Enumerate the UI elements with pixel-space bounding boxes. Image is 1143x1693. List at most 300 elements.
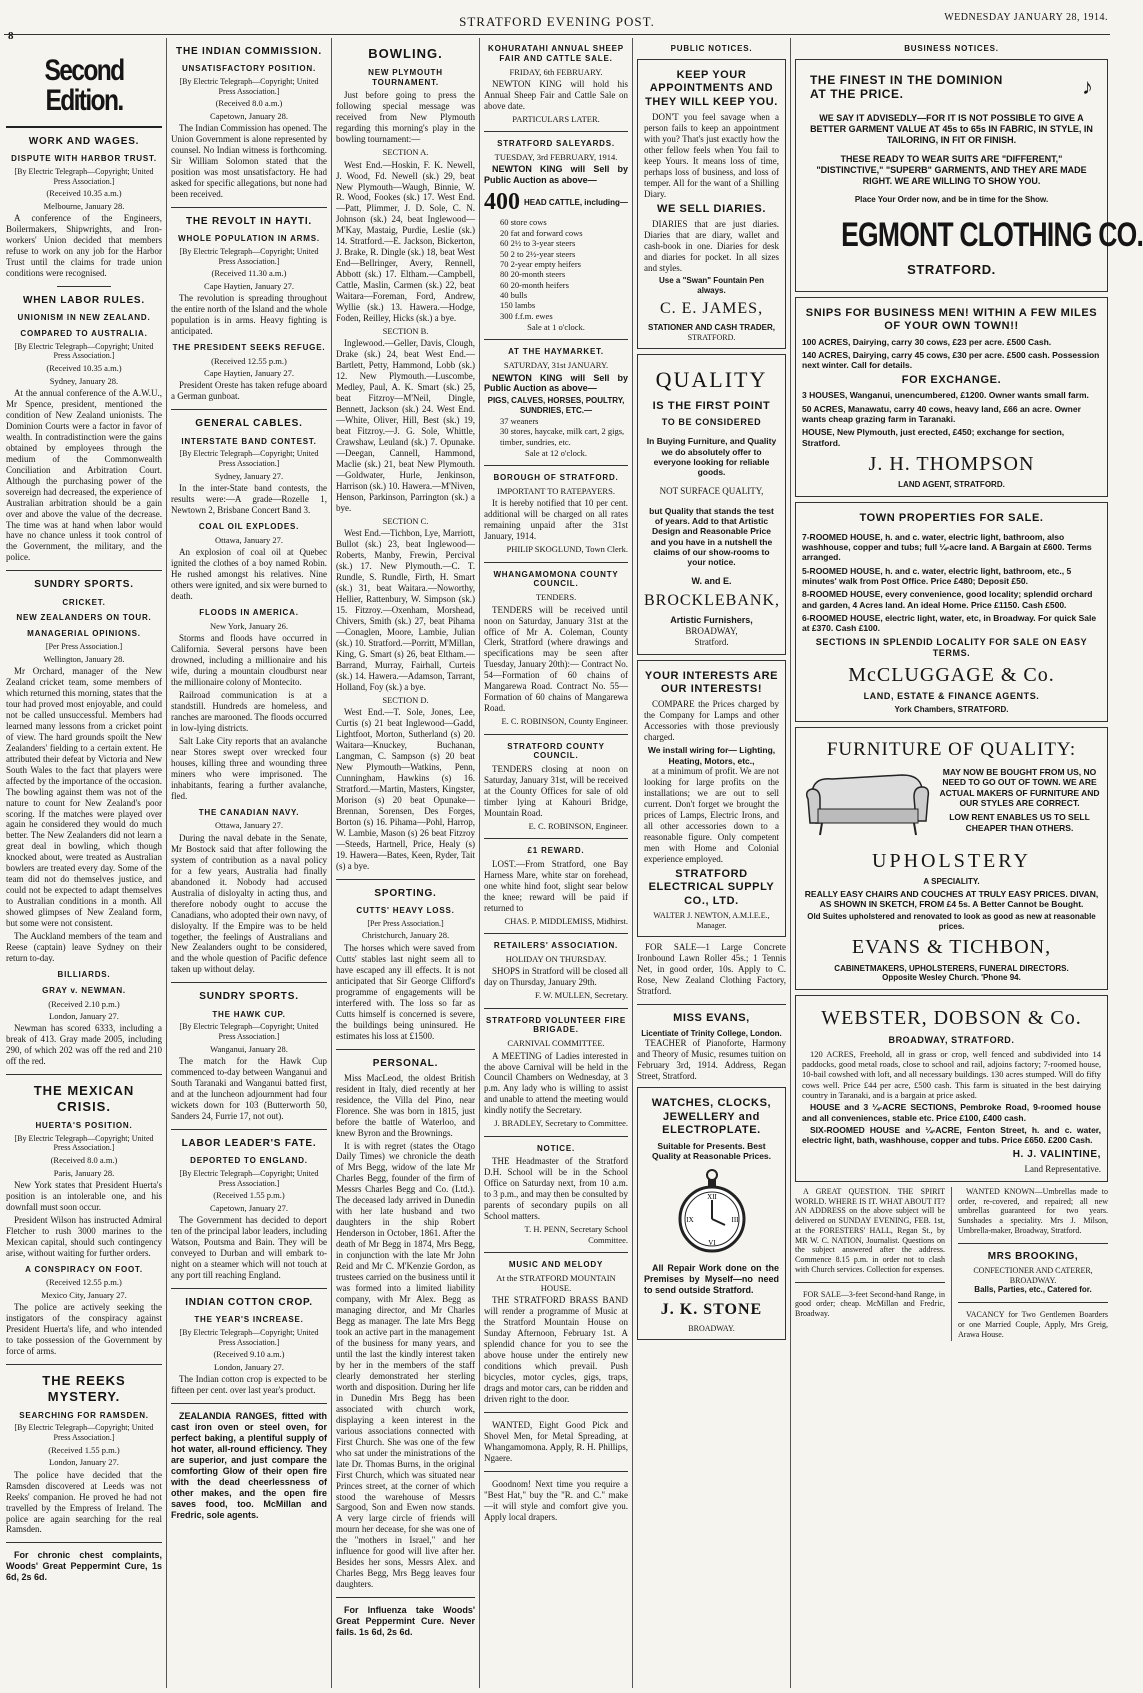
ad-tagline: Use a "Swan" Fountain Pen always.: [659, 275, 764, 295]
article-body: The police have decided that the Ramsden discovered at Leeds was not Reeks' companion. He proved he had not travelled by the Empress of Ireland. The police are again searching for the real Ramsden.: [6, 1469, 162, 1535]
stock-item: 300 f.f.m. ewes: [500, 310, 553, 321]
column-3: [336, 38, 475, 1688]
article-subheading: GRAY v. NEWMAN.: [42, 985, 126, 995]
property-listing: 100 ACRES, Dairying, carry 30 cows, £23 per acre. £500 Cash.: [802, 336, 1052, 347]
divider: [484, 131, 628, 132]
article-body: Miss MacLeod, the oldest British resident in Italy, died recently at her residence, the Villa del Pino, near Florence. She was born in 1815, just before the battle of Waterloo, and knew Byron and the Brownings.: [336, 1072, 475, 1138]
notice-body: WANTED, Eight Good Pick and Shovel Men, for Metal Spreading, at Whangamomona. Apply, R. H. Phillips, Ngaere.: [484, 1420, 628, 1464]
wire-credit: [By Electric Telegraph—Copyright; United Press Association.]: [14, 341, 154, 361]
sale-time: Sale at 12 o'clock.: [525, 448, 587, 459]
article-subheading: COAL OIL EXPLODES.: [198, 522, 300, 532]
dateline: London, January 27.: [49, 1457, 119, 1468]
notice-body: Goodnom! Next time you require a "Best Hat," buy the "R. and C." make—it will style and comfort give you. Apply local drapers.: [484, 1479, 628, 1522]
ad-heading: SNIPS FOR BUSINESS MEN! WITHIN A FEW MILES OF YOUR OWN TOWN!!: [805, 306, 1098, 333]
article-subheading: NEW ZEALANDERS ON TOUR.: [16, 613, 152, 623]
ad-body: DON'T you feel savage when a person fails to keep an appointment with you? That's just exactly how the other fellow feels when You fail to keep Yours. It means loss of time, perhaps loss of business, and loss of temper. All for the want of a Shilling Diary.: [644, 111, 779, 199]
ad-subheading: Suitable for Presents. Best Quality at Reasonable Prices.: [651, 1140, 772, 1161]
wire-credit: [By Electric Telegraph—Copyright; United Press Association.]: [14, 166, 154, 186]
divider: [958, 1243, 1108, 1244]
received-time: (Received 1.55 p.m.): [213, 1190, 285, 1201]
notice-body: NEWTON KING will Sell by Public Auction as above—: [484, 372, 628, 394]
divider: [6, 126, 162, 128]
article-subheading: THE HAWK CUP.: [212, 1009, 286, 1019]
article-body: The match for the Hawk Cup commenced to-day between Wanganui and South Taranaki and Wanganui batted first, and at the luncheon adjournment had four wickets down for 103 (Butterworth 50, Sanders 24, Furrie 17, not out).: [171, 1056, 327, 1122]
advertiser-name: MRS BROOKING,: [987, 1250, 1079, 1262]
article-heading: SUNDRY SPORTS.: [34, 579, 134, 591]
dateline: Sydney, January 28.: [49, 375, 119, 386]
notice-heading: MUSIC AND MELODY: [508, 1260, 604, 1269]
dateline: Wanganui, January 28.: [210, 1043, 288, 1054]
stock-item: 60 20-month heifers: [500, 279, 569, 290]
advertisement: [795, 502, 1108, 722]
advertisement: [795, 995, 1108, 1182]
advertisement: [637, 59, 786, 350]
article-body: An explosion of coal oil at Quebec ignited the clothes of a boy named Robin. He rushed amongst his relatives. Nine others were ignited, and six were burned to death.: [171, 547, 327, 602]
stock-item: 150 lambs: [500, 300, 536, 311]
ad-heading: TOWN PROPERTIES FOR SALE.: [859, 512, 1044, 525]
advertiser-trade: LAND AGENT, STRATFORD.: [898, 480, 1005, 490]
article-subheading: BILLIARDS.: [57, 970, 111, 980]
property-listing: 8-ROOMED HOUSE, every convenience, good locality; splendid orchard and garden, 4 Acres land. An ideal Home. Price £1150. Cash £500.: [802, 589, 1093, 610]
notice-date: SATURDAY, 31st JANUARY.: [503, 360, 609, 371]
article-heading: INDIAN COTTON CROP.: [185, 1296, 313, 1308]
property-listing: 7-ROOMED HOUSE, h. and c. water, electric light, bathroom, also washhouse, copper and tubs; full ¼-acre land. A Bargain at £600. Terms arranged.: [802, 531, 1092, 563]
notice-body: NEWTON KING will Sell by Public Auction as above—: [484, 164, 628, 186]
divider: [336, 879, 475, 880]
ad-body: DIARIES that are just diaries. Diaries that are diary, wallet and cash-book in one. Diaries for desk and diaries for pocket. In all sizes and styles.: [644, 219, 779, 273]
article-subheading: MANAGERIAL OPINIONS.: [27, 629, 141, 639]
article-body: Newman has scored 6333, including a break of 413. Gray made 2005, including 290, of which 202 was off the red and 210 off the red.: [6, 1023, 162, 1067]
stock-item: 80 20-month steers: [500, 269, 566, 280]
ad-heading: FOR EXCHANGE.: [901, 373, 1002, 386]
stock-list: [484, 217, 628, 321]
article-subheading: UNIONISM IN NEW ZEALAND.: [17, 313, 151, 323]
divider: [6, 1364, 162, 1365]
ad-tagline: Place Your Order now, and be in time for the Show.: [854, 194, 1049, 204]
divider: [484, 339, 628, 340]
notice-heading: RETAILERS' ASSOCIATION.: [493, 941, 619, 951]
property-listing: 120 ACRES, Freehold, all in grass or crop, well fenced and subdivided into 14 paddocks, good metal roads, close to school and rail, adjoins factory; 7-roomed house, 10-bail cowshed with loft, and all necessary buildings. 130 acres stumped. Will do fifty cows well. Price £44 per acre, £500 cash. This farm is situated in the best dairying country in Taranaki, and is a bargain at price asked.: [802, 1048, 1101, 1101]
advertiser-trade: CABINETMAKERS, UPHOLSTERERS, FUNERAL DIRECTORS.: [834, 963, 1069, 973]
divider: [484, 838, 628, 839]
article-heading: WORK AND WAGES.: [28, 136, 140, 147]
divider: [484, 933, 628, 934]
signature: PHILIP SKOGLUND, Town Clerk.: [506, 544, 628, 555]
property-listing: HOUSE, New Plymouth, just erected, £450; exchange for section, Stratford.: [802, 427, 1065, 448]
notice-subheading: IMPORTANT TO RATEPAYERS.: [497, 486, 615, 497]
notice-body: THE STRATFORD BRASS BAND will render a programme of Music at the Stratford Mountain House on Sunday Afternoon, February 1st. A splendid chance for you to see the above house under the entirely new conditions which prevail. Push bicycles, motor cycles, gigs, traps, drags and motor cars, can be ridden and driven right to the door.: [484, 1295, 628, 1405]
ad-tagline: Balls, Parties, etc., Catered for.: [974, 1285, 1092, 1295]
section-heading: PUBLIC NOTICES.: [670, 44, 753, 53]
article-heading: SUNDRY SPORTS.: [199, 991, 299, 1003]
advertiser-address: York Chambers, STRATFORD.: [894, 705, 1009, 715]
dateline: Ottawa, January 27.: [215, 534, 283, 545]
article-body: West End.—T. Sole, Jones, Lee, Curtis (s) 21 beat Inglewood—Gadd, Lightfoot, Morton, Sutherland (s) 20. Waitara—Knuckey, Buchanan, Langman, C. Sampson (s) 20 beat New Plymouth—Watkins, Penn, Cunningham, Hawkins (s) 16. Stratford.—Martin, Masters, Kingster, Morison (s) 20 beat Opunake—Brennan, Sorensen, Des Forges, Borton (s) 16. Pihama—Pohl, Harrop, W. Lambie, Mason (s) 26 beat Fitzroy—Steeds, Hartnell, Price, Healy (s) 19. Hawera—Bates, Keen, Ryder, Tait (s) a bye.: [336, 707, 475, 871]
divider: [484, 1252, 628, 1253]
wire-credit: [Per Press Association.]: [45, 641, 123, 651]
article-body: West End.—Tichbon, Lye, Marriott, Bullot (sk.) 23, beat Inglewood—Roberts, Manby, Frewin, Percival (sk.) 17. New Plymouth.—C. T. Rundle, S. Rundle, Firth, H. Smart (sk.) 31, beat Waitara.—Noworthy, Hellier, Rattenbury, W. Simpson (sk.) 15. Fitzroy.—Oxenham, Morshead, Chivers, Smith (sk.) 27, beat Pihama—Conaglen, Moore, Lambie, Julian (sk.) 10. Stratford.—Porritt, M'Millan, King, G. Smart (s) 26, beat Eltham.—Barrand, Murray, Fairhall, Curteis (sk.) 14. Hawera.—Adamson, Tarrant, Holland, Foy (sk.) a bye.: [336, 528, 475, 692]
notice-subheading: TENDERS.: [535, 592, 577, 603]
advertisement: [795, 59, 1143, 292]
page-number: 8: [8, 30, 14, 42]
received-time: (Received 10.35 a.m.): [46, 363, 122, 374]
advertiser-trade: LAND, ESTATE & FINANCE AGENTS.: [863, 691, 1040, 702]
advertiser-trade: STATIONER AND CASH TRADER,: [648, 322, 775, 332]
advertiser-manager: WALTER J. NEWTON, A.M.I.E.E., Manager.: [653, 910, 770, 930]
article-body: At the annual conference of the A.W.U., Mr Spence, president, mentioned the condition of New Zealand unionists. The Dominion Courts were a factor in favor of wealth. In contradistinction were the gains obtained by employees through the medium of the Commonwealth Conciliation and Arbitration Court. Although the purchasing power of the sovereign had decreased, the experience of Australian arbitration should be a gain over and above the value of the decrease. The time was at hand when labor would have no chance unless it took control of the Government, the military, and the police.: [6, 387, 162, 563]
dateline: Mexico City, January 27.: [41, 1289, 127, 1300]
article-subheading: CUTTS' HEAVY LOSS.: [356, 905, 455, 915]
advertiser-street: BROADWAY, STRATFORD.: [888, 1034, 1015, 1045]
article-subheading: WHOLE POPULATION IN ARMS.: [178, 234, 320, 244]
signature: T. H. PENN, Secretary School Committee.: [524, 1224, 628, 1245]
advertiser-trade: CONFECTIONER AND CATERER, BROADWAY.: [973, 1265, 1093, 1285]
section-heading: BUSINESS NOTICES.: [904, 44, 999, 53]
advertiser-name: EGMONT CLOTHING CO.: [841, 215, 1143, 254]
svg-text:XII: XII: [706, 1193, 717, 1202]
article-body: The horses which were saved from Cutts' stables last night seem all to have escaped any ill effects. It is not anticipated that Sir George Clifford's programme of engagements will be interfered with. The loss so far as Cutts himself is concerned is severe, the buildings being uninsured. He estimates his loss at £1500.: [336, 942, 475, 1041]
received-time: (Received 12.55 p.m.): [211, 355, 287, 366]
wire-credit: [By Electric Telegraph—Copyright; United Press Association.]: [179, 1022, 319, 1042]
issue-date: WEDNESDAY JANUARY 28, 1914.: [944, 12, 1108, 23]
ad-body: THESE READY TO WEAR SUITS ARE "DIFFERENT," "DISTINCTIVE," "SUPERB" GARMENTS, AND THEY ARE MADE RIGHT. WE ARE WILLING TO SHOW YOU.: [816, 153, 1087, 186]
musical-note-icon: ♪: [1082, 73, 1093, 99]
ad-body: but Quality that stands the test of years. Add to that Artistic Design and Reasonable Price and you have in a nutshell the claims of our show-rooms to your notice.: [649, 505, 774, 568]
ad-heading: YOUR INTERESTS ARE OUR INTERESTS!: [644, 669, 779, 696]
advertisement: [637, 660, 786, 938]
head-count-row: [484, 188, 628, 217]
notice-subheading: At the STRATFORD MOUNTAIN HOUSE.: [496, 1272, 616, 1294]
ad-list: We install wiring for— Lighting, Heating, Motors, etc.,: [647, 745, 776, 766]
advertiser-name: J. K. STONE: [660, 1301, 763, 1319]
property-listing: 3 HOUSES, Wanganui, unencumbered, £1200. Owner wants small farm.: [802, 390, 1089, 401]
received-time: (Received 2.10 p.m.): [48, 998, 120, 1009]
divider: [6, 1074, 162, 1075]
ad-subheading: A SPECIALITY.: [923, 877, 980, 887]
pocket-watch-icon: [677, 1167, 747, 1257]
article-body: It is with regret (states the Otago Daily Times) we chronicle the death of Mrs Begg, widow of the late Mr Charles Begg, founder of the firm of Messrs Charles Begg and Co. (Ltd.). The deceased lady arrived in Dunedin with her late husband and two daughters in the ship Robert Henderson in October, 1861. After the death of Mr Begg in 1874, Mrs Begg, in conjunction with the late Mr John Reid and Mr C. M'Kenzie Gordon, as trustees carried on the business until it was formed into a limited liability company, with Mr Alex. Begg as managing director, and Mr Charles Begg as manager. The late Mrs Begg took an active part in the management of the business for many years, and until the last the kindly interest taken by her in the members of the staff clearly demonstrated her sterling worth and disposition. During her life in Dunedin Mrs Begg has been associated with church work, displaying a keen interest in the various associations connected with First Church. She was one of the few who sat under the ministrations of the late Dr. Thomas Burns, in the original First Church, which was situated near Princes street, at the corner of which stood the warehouse of Messrs Sargood, Son and Ewen now stands. A very large circle of friends will mourn her decease, for she was one of the "mothers in Israel," and her influence for good will live after her. Besides her sons, Messrs Alex. and Charles Begg, Mrs Begg leaves four daughters.: [336, 1140, 475, 1590]
ad-body: REALLY EASY CHAIRS AND COUCHES AT TRULY EASY PRICES. DIVAN, AS SHOWN IN SKETCH, FROM £4 5s. A Better Cannot be Bought.: [804, 889, 1099, 910]
notice-heading: £1 REWARD.: [527, 846, 585, 856]
property-listing: 5-ROOMED HOUSE, h. and c. water, electric light, bathroom, etc., 5 minutes' walk from Post Office. Price £480; Deposit £50.: [802, 565, 1072, 586]
property-listing: SIX-ROOMED HOUSE and ¼-ACRE, Fenton Street, h. and c. water, electric light, bath, washhouse, copper and tubs. Price £650. £200 Cash.: [802, 1125, 1101, 1146]
advertiser-trade: Artistic Furnishers,: [670, 614, 753, 625]
ad-heading: WE SELL DIARIES.: [656, 202, 767, 215]
notice-body: TENDERS will be received until noon on Saturday, January 31st at the office of Mr A. Coleman, County Clerk, Stratford (where drawings and specifications may be seen after Tuesday, January 20th):— Contract No. 54—Formation of 60 chains of Mangarewa Road. Contract No. 55—Formation of 60 chains of Mangarewa Road.: [484, 604, 628, 714]
notice-heading: STRATFORD SALEYARDS.: [497, 139, 615, 149]
divan-sketch-icon: [802, 765, 932, 845]
column-4: [484, 38, 628, 1688]
article-body: Salt Lake City reports that an avalanche near Stores swept over wrecked four houses, killing three and wounding three miners who were imprisoned. The inhabitants, fearing a further avalanche, fled.: [171, 735, 327, 801]
divider: [484, 1471, 628, 1472]
column-6: [795, 38, 1143, 1688]
article-subheading: A CONSPIRACY ON FOOT.: [25, 1264, 143, 1274]
property-listing: 50 ACRES, Manawatu, carry 40 cows, heavy land, £66 an acre. Owner wants cheap grazing farm in Taranaki.: [802, 403, 1081, 424]
column-rule: [632, 38, 633, 1688]
ad-body: Old Suites upholstered and renovated to look as good as new at reasonable prices.: [807, 911, 1096, 931]
divider: [484, 1008, 628, 1009]
svg-text:IX: IX: [685, 1216, 694, 1225]
article-body: President Wilson has instructed Admiral Fletcher to rush 3000 marines to the Mexican capital, should such contingency arise, without waiting for further orders.: [6, 1214, 162, 1258]
article-body: Just before going to press the following special message was received from New Plymouth regarding this morning's play in the bowling tournament:—: [336, 90, 475, 145]
goods-list: [484, 416, 628, 447]
dateline: Wellington, January 28.: [43, 653, 125, 664]
received-time: (Received 12.55 p.m.): [46, 1277, 122, 1288]
small-ads-row: [795, 1187, 1108, 1341]
representative-title: Land Representative.: [1024, 1164, 1101, 1175]
ad-body: LOW RENT ENABLES US TO SELL CHEAPER THAN OTHERS.: [949, 812, 1090, 833]
advertisement: [795, 297, 1108, 497]
article-subheading: CRICKET.: [62, 597, 106, 607]
notice-label: PARTICULARS LATER.: [512, 113, 600, 124]
column-2: [171, 38, 327, 1688]
divider: [6, 570, 162, 571]
notice-body: VACANCY for Two Gentlemen Boarders or one Married Couple, Apply, Mrs Greig, Arawa House.: [958, 1310, 1108, 1339]
advertisement: [637, 1087, 786, 1340]
notice-subheading: HOLIDAY ON THURSDAY.: [505, 954, 607, 965]
divider: [171, 1403, 327, 1404]
received-time: (Received 1.55 p.m.): [48, 1444, 120, 1455]
article-heading: WHEN LABOR RULES.: [23, 294, 145, 306]
article-heading: SPORTING.: [374, 887, 437, 899]
article-subheading: DISPUTE WITH HARBOR TRUST.: [11, 154, 157, 164]
notice-body: A MEETING of Ladies interested in the above Carnival will be held in the Council Chambers on Wednesday, at 3 p.m. Any lady who is willing to assist and unable to attend the meeting would kindly notify the Secretary.: [484, 1050, 628, 1116]
divider: [171, 1288, 327, 1289]
dateline: Capetown, January 28.: [210, 110, 288, 121]
wire-credit: [By Electric Telegraph—Copyright; United Press Association.]: [179, 246, 319, 266]
signature: CHAS. P. MIDDLEMISS, Midhirst.: [504, 915, 628, 926]
article-heading: THE INDIAN COMMISSION.: [176, 46, 322, 57]
signature: F. W. MULLEN, Secretary.: [535, 990, 628, 1001]
property-listing: 6-ROOMED HOUSE, electric light, water, etc, in Broadway. For quick Sale at £370. Cash £100.: [802, 613, 1097, 634]
section-label: SECTION A.: [382, 147, 429, 158]
advertiser-name: WEBSTER, DOBSON & Co.: [821, 1007, 1082, 1030]
received-time: (Received 8.0 a.m.): [50, 1155, 118, 1166]
notice-body: TENDERS closing at noon on Saturday, January 31st, will be received at the County Offices for sale of old timber lying at Kahouri Bridge, Mountain Road.: [484, 764, 628, 818]
advertiser-name: EVANS & TICHBON,: [851, 936, 1052, 959]
column-rule: [166, 38, 167, 1688]
signature: E. C. ROBINSON, County Engineer.: [501, 716, 628, 727]
dateline: London, January 27.: [214, 1361, 284, 1372]
advertiser-initials: W. and E.: [691, 576, 732, 587]
ad-display-word: QUALITY: [655, 367, 768, 393]
article-body: In the inter-State band contests, the results were:—A grade—Rozelle 1, Newtown 2, Brisbane Concert Band 3.: [171, 483, 327, 516]
article-subheading: UNSATISFACTORY POSITION.: [181, 64, 317, 74]
received-time: (Received 10.35 a.m.): [46, 188, 122, 199]
advertiser-street: BROADWAY.: [688, 1323, 735, 1333]
column-1: [6, 38, 162, 1688]
stock-item: 50 2 to 2½-year steers: [500, 248, 576, 259]
section-label: SECTION B.: [382, 326, 429, 337]
wire-credit: [Per Press Association.]: [367, 918, 444, 928]
ad-body: COMPARE the Prices charged by the Company for Lamps and other Accessories with those previously charged.: [644, 699, 779, 743]
dateline: Cape Haytien, January 27.: [204, 280, 294, 291]
advertiser-town: STRATFORD.: [907, 262, 996, 278]
article-body: During the naval debate in the Senate, Mr Bostock said that after following the system of contribution as a naval policy for a few years, Australia had finally abandoned it. Nobody had accused Australia of disloyalty in acting thus, and therefore nobody ought to accuse the Canadians, who adopted their own navy, of disloyalty. If the Empire was to be held together, the feelings of Australians and New Zealanders ought to be considered, and the whole question of Pacific defence taken up without delay.: [171, 832, 327, 975]
stock-item: 40 bulls: [500, 289, 528, 300]
stock-item: 20 fat and forward cows: [500, 227, 583, 238]
article-body: President Oreste has taken refuge aboard a German gunboat.: [171, 380, 327, 402]
svg-text:VI: VI: [707, 1239, 716, 1248]
notice-body: SHOPS in Stratford will be closed all day on Thursday, January 29th.: [484, 966, 628, 988]
ad-heading: FURNITURE OF QUALITY:: [826, 738, 1077, 760]
masthead: [0, 0, 1114, 42]
notice-body: A GREAT QUESTION. THE SPIRIT WORLD. WHERE IS IT. WHAT ABOUT IT? AN ADDRESS on the above subject will be delivered on SUNDAY EVENING, FEB. 1st, at the FORESTERS' HALL, Regan St., by MR W. C. NATION, Journalist. Questions on the subject answered after the address. Commence 8.15 p.m. in order not to clash with Church services. Collection for expenses.: [795, 1186, 945, 1274]
advertiser-street: BROADWAY,: [685, 625, 738, 636]
article-heading: THE MEXICAN CRISIS.: [33, 1083, 135, 1115]
section-label: SECTION D.: [382, 694, 429, 705]
divider: [484, 562, 628, 563]
svg-text:III: III: [731, 1216, 738, 1225]
advertiser-name: STRATFORD ELECTRICAL SUPPLY CO., LTD.: [648, 867, 775, 907]
notice-body: It is hereby notified that 10 per cent. additional will be charged on all rates remaining unpaid after the 31st January, 1914.: [484, 498, 628, 542]
notice-body: FOR SALE—1 Large Concrete Ironbound Lawn Roller 45s.; 1 Tennis Net, in good order, 10s. Apply to C. Rose, New Zealand Clothing Factory, Stratford.: [637, 942, 786, 997]
article-body: New York states that President Huerta's position is an intolerable one, and his downfall must soon occur.: [6, 1179, 162, 1212]
article-body: Railroad communication is at a standstill. Hundreds are homeless, and ranches are marooned. The floods occurred in low-lying districts.: [171, 689, 327, 733]
divider: [6, 1542, 162, 1543]
notice-body: THE Headmaster of the Stratford D.H. School will be in the School Office on Saturday next, from 10 a.m. to 3 p.m., and may then be consulted by parents of secondary pupils on all School matters.: [484, 1156, 628, 1222]
ad-body: In Buying Furniture, and Quality we do absolutely offer to everyone looking for reliable goods.: [646, 436, 777, 478]
property-listing: HOUSE and 3 ¼-ACRE SECTIONS, Pembroke Road, 9-roomed house and all conveniences, stable etc. Price £100, £400 cash.: [802, 1102, 1101, 1123]
divider: [795, 1282, 945, 1283]
article-subheading: THE CANADIAN NAVY.: [198, 807, 300, 817]
divider: [484, 734, 628, 735]
notice-heading: BOROUGH OF STRATFORD.: [493, 473, 619, 483]
dateline: New York, January 26.: [210, 620, 288, 631]
wire-credit: [By Electric Telegraph—Copyright; United Press Association.]: [14, 1423, 154, 1443]
head-count-label: HEAD CATTLE, including—: [524, 197, 628, 207]
stock-item: 60 store cows: [500, 217, 547, 228]
ad-heading: SECTIONS IN SPLENDID LOCALITY FOR SALE ON EASY TERMS.: [815, 636, 1088, 658]
advertisement: [795, 727, 1108, 990]
property-listing: 140 ACRES, Dairying, carry 45 cows, £30 per acre. £500 cash. Possession next winter. Call for details.: [802, 350, 1100, 371]
divider: [171, 207, 327, 208]
article-heading: GENERAL CABLES.: [195, 418, 303, 430]
ad-heading: MISS EVANS,: [673, 1012, 750, 1025]
received-time: (Received 11.30 a.m.): [211, 268, 287, 279]
article-subheading: HUERTA'S POSITION.: [35, 1120, 133, 1130]
ad-line: NOT SURFACE QUALITY,: [659, 486, 764, 497]
notice-heading: AT THE HAYMARKET.: [508, 347, 604, 357]
article-subheading: COMPARED TO AUSTRALIA.: [20, 328, 148, 338]
signature: E. C. ROBINSON, Engineer.: [528, 820, 628, 831]
sale-time: Sale at 1 o'clock.: [527, 322, 585, 333]
divider: [484, 1136, 628, 1137]
divider: [336, 1597, 475, 1598]
advertiser-name: C. E. JAMES,: [659, 300, 764, 318]
received-time: (Received 9.10 a.m.): [213, 1349, 285, 1360]
advertisement-line: ZEALANDIA RANGES, fitted with cast iron oven or steel oven, for perfect baking, a plentiful supply of hot water, all-round efficiency. They are superior, and just compare the comforting Glow of their open fire with the dead cheerlessness of other makes, and the open fire saves food, too. McMillan and Fredric, sole agents.: [171, 1411, 327, 1520]
dateline: Melbourne, January 28.: [43, 200, 125, 211]
notice-heading: STRATFORD VOLUNTEER FIRE BRIGADE.: [486, 1015, 626, 1035]
divider: [484, 465, 628, 466]
divider: [171, 982, 327, 983]
ad-heading: THE FINEST IN THE DOMINION AT THE PRICE.: [810, 72, 1003, 102]
representative-name: H. J. VALINTINE,: [1012, 1148, 1101, 1160]
notice-heading: KOHURATAHI ANNUAL SHEEP FAIR AND CATTLE SALE.: [488, 44, 624, 63]
article-subheading: INTERSTATE BAND CONTEST.: [181, 436, 317, 446]
newspaper-title: STRATFORD EVENING POST.: [459, 14, 655, 29]
advertiser-name: BROCKLEBANK,: [644, 592, 781, 610]
goods-label: PIGS, CALVES, HORSES, POULTRY, SUNDRIES, ETC.—: [487, 396, 625, 416]
advertisement-line: For chronic chest complaints, Woods' Great Peppermint Cure, 1s 6d, 2s 6d.: [6, 1550, 162, 1583]
article-heading: PERSONAL.: [372, 1057, 439, 1069]
column-rule: [331, 38, 332, 1688]
advertisement-line: For Influenza take Woods' Great Peppermint Cure. Never fails. 1s 6d, 2s 6d.: [336, 1605, 475, 1638]
ad-body: WE SAY IT ADVISEDLY—FOR IT IS NOT POSSIBLE TO GIVE A BETTER GARMENT VALUE AT 45s to 65s IN FABRIC, IN STYLE, IN TAILORING, IN FIT OR FINISH.: [810, 113, 1093, 145]
article-body: Storms and floods have occurred in California. Several persons have been drowned, including a millionaire and his wife, during a mountain cloudburst near the millionaire colony of Montecito.: [171, 633, 327, 688]
dateline: Cape Haytien, January 27.: [204, 368, 294, 379]
article-body: The police are actively seeking the instigators of the conspiracy against President Huerta's life, and who intended to take possession of the Government by force of arms.: [6, 1302, 162, 1356]
section-label: SECTION C.: [382, 515, 429, 526]
article-subheading: FLOODS IN AMERICA.: [199, 608, 299, 618]
article-body: The Indian cotton crop is expected to be fifteen per cent. over last year's product.: [171, 1374, 327, 1396]
article-heading: LABOR LEADER'S FATE.: [181, 1137, 317, 1149]
goods-item: 37 weaners: [500, 415, 539, 426]
article-heading: THE REEKS MYSTERY.: [42, 1372, 126, 1404]
dateline: Sydney, January 27.: [214, 470, 284, 481]
column-5: [637, 38, 786, 1688]
dateline: Ottawa, January 27.: [215, 820, 283, 831]
masthead-rule: [4, 34, 1110, 35]
notice-heading: WHANGAMOMONA COUNTY COUNCIL.: [493, 569, 619, 589]
article-subheading: NEW PLYMOUTH TOURNAMENT.: [368, 67, 443, 87]
wire-credit: [By Electric Telegraph—Copyright; United Press Association.]: [179, 1168, 319, 1188]
ad-heading: UPHOLSTERY: [872, 849, 1031, 872]
advertiser-name: J. H. THOMPSON: [868, 452, 1035, 475]
notice-body: LOST.—From Stratford, one Bay Harness Mare, white star on forehead, one white hind foot, slight sear below the knee; reward will be paid if returned to: [484, 859, 628, 913]
divider: [171, 409, 327, 410]
wire-credit: [By Electric Telegraph—Copyright; United Press Association.]: [14, 1133, 154, 1153]
article-body: Mr Orchard, manager of the New Zealand cricket team, some members of which returned this morning, states that the tour had proved most enjoyable, and could not be called unsuccessful. Members had learned many lessons from a cricket point of view. The hard grounds spoilt the New Zealanders' fielding to a certain extent. He attributed their defeat by Victoria and New South Wales to the fact that players were affected by the importance of the occasion. The bowling against them was not of the nature to count for New Zealand's poor scoring. If the matches were played over again he considered they would do much better. The New Zealanders did not learn a great deal in bowling, which though knocked about, were treated as Australian bowlers are treated every day. Some of the team did not do themselves justice, and could not be expected to adapt themselves to Australian conditions in a month. All showed glimpses of New Zealand form, but some were not consistent.: [6, 665, 162, 929]
wire-credit: [By Electric Telegraph—Copyright; United Press Association.]: [179, 76, 319, 96]
divider: [637, 1004, 786, 1005]
advertiser-name: McCLUGGAGE & Co.: [848, 663, 1055, 686]
article-body: The Indian Commission has opened. The Union Government is alone represented by counsel. No Indian witness is forthcoming. Sir William Solomon stated that the position was most unsatisfactory. He had asked for specific allegations, but none had been received.: [171, 123, 327, 199]
article-body: The Auckland members of the team and Reese (captain) leave Sydney on their return to-day.: [6, 931, 162, 964]
ad-body: MAY NOW BE BOUGHT FROM US, NO NEED TO GO OUT OF TOWN. WE ARE ACTUAL MAKERS OF FURNITURE AND OUR STYLES ARE CORRECT.: [939, 766, 1100, 809]
notice-body: FOR SALE—3-feet Second-hand Range, in good order; cheap. McMillan and Fredric, Broadway.: [795, 1289, 945, 1319]
column-rule: [479, 38, 480, 1688]
advertisement: [637, 354, 786, 654]
advertiser-address: Opposite Wesley Church. 'Phone 94.: [882, 973, 1021, 983]
advertiser-town: STRATFORD.: [687, 332, 736, 342]
dateline: London, January 27.: [49, 1010, 119, 1021]
article-subheading: THE YEAR'S INCREASE.: [194, 1315, 304, 1325]
ad-heading: IS THE FIRST POINT: [652, 400, 771, 413]
ad-body: at a minimum of profit. We are not looking for large profits on the installations; we are out to sell current. Don't forget we brought the prices of Lamps, Electric Irons, and all other accessories down to a reasonable figure. Only competent men with Home and Colonial experience employed.: [644, 766, 779, 864]
signature: J. BRADLEY, Secretary to Committee.: [494, 1118, 628, 1129]
ad-subheading: Licentiate of Trinity College, London.: [641, 1028, 782, 1038]
column-rule: [790, 38, 791, 1688]
wire-credit: [By Electric Telegraph—Copyright; United Press Association.]: [179, 449, 319, 469]
notice-heading: STRATFORD COUNTY COUNCIL.: [507, 741, 605, 761]
article-subheading: DEPORTED TO ENGLAND.: [190, 1156, 308, 1166]
divider: [336, 1049, 475, 1050]
stock-item: 70 2-year empty heifers: [500, 258, 581, 269]
divider: [484, 1412, 628, 1413]
article-heading: BOWLING.: [368, 46, 443, 61]
article-body: Inglewood.—Geller, Davis, Clough, Drake (sk.) 24, beat West End.—Bartlett, Petty, Hammond, Lobb (sk.) 12. New Plymouth.—Luscombe, Medley, Paul, A. K. Smart (sk.) 25, beat Fitzroy—M'Neil, Dingle, Bennett, Jackson (sk.) 24. West End.—White, Oliver, Hill, Best (sk.) 19, beat Fitzroy.—J. G. Sole, Whittle, Crawshaw, Leuland (sk.) 7. Opunake.—Deegan, Cannell, Hammond, Maclie (sk.) 21, beat New Plymouth.—Goldwater, Hurle, Jenkinson, Harrison (sk.) 10. Hawera.—M'Niven, Henson, Parkinson, Parrington (sk.) a bye.: [336, 338, 475, 513]
divider: [57, 286, 110, 287]
goods-item: 30 stores, haycake, milk cart, 2 gigs, timber, sundries, etc.: [500, 426, 625, 447]
article-subheading: THE PRESIDENT SEEKS REFUGE.: [172, 342, 326, 352]
article-body: The Government has decided to deport ten of the principal labor leaders, including Watson, Poutsma and Bain. They will be conveyed to Durban and will embark to-night on a steamer which will not touch at any port till reaching England.: [171, 1215, 327, 1280]
ad-body: All Repair Work done on the Premises by Myself—no need to send outside Stratford.: [644, 1263, 779, 1296]
head-count: 400: [484, 189, 520, 216]
article-body: A conference of the Engineers, Boilermakers, Shipwrights, and Iron-workers' Union decided that members refuse to work on any job for the Harbor Trust until the claims for trade union conditions were recognised.: [6, 213, 162, 278]
stock-item: 60 2½ to 3-year steers: [500, 238, 576, 249]
